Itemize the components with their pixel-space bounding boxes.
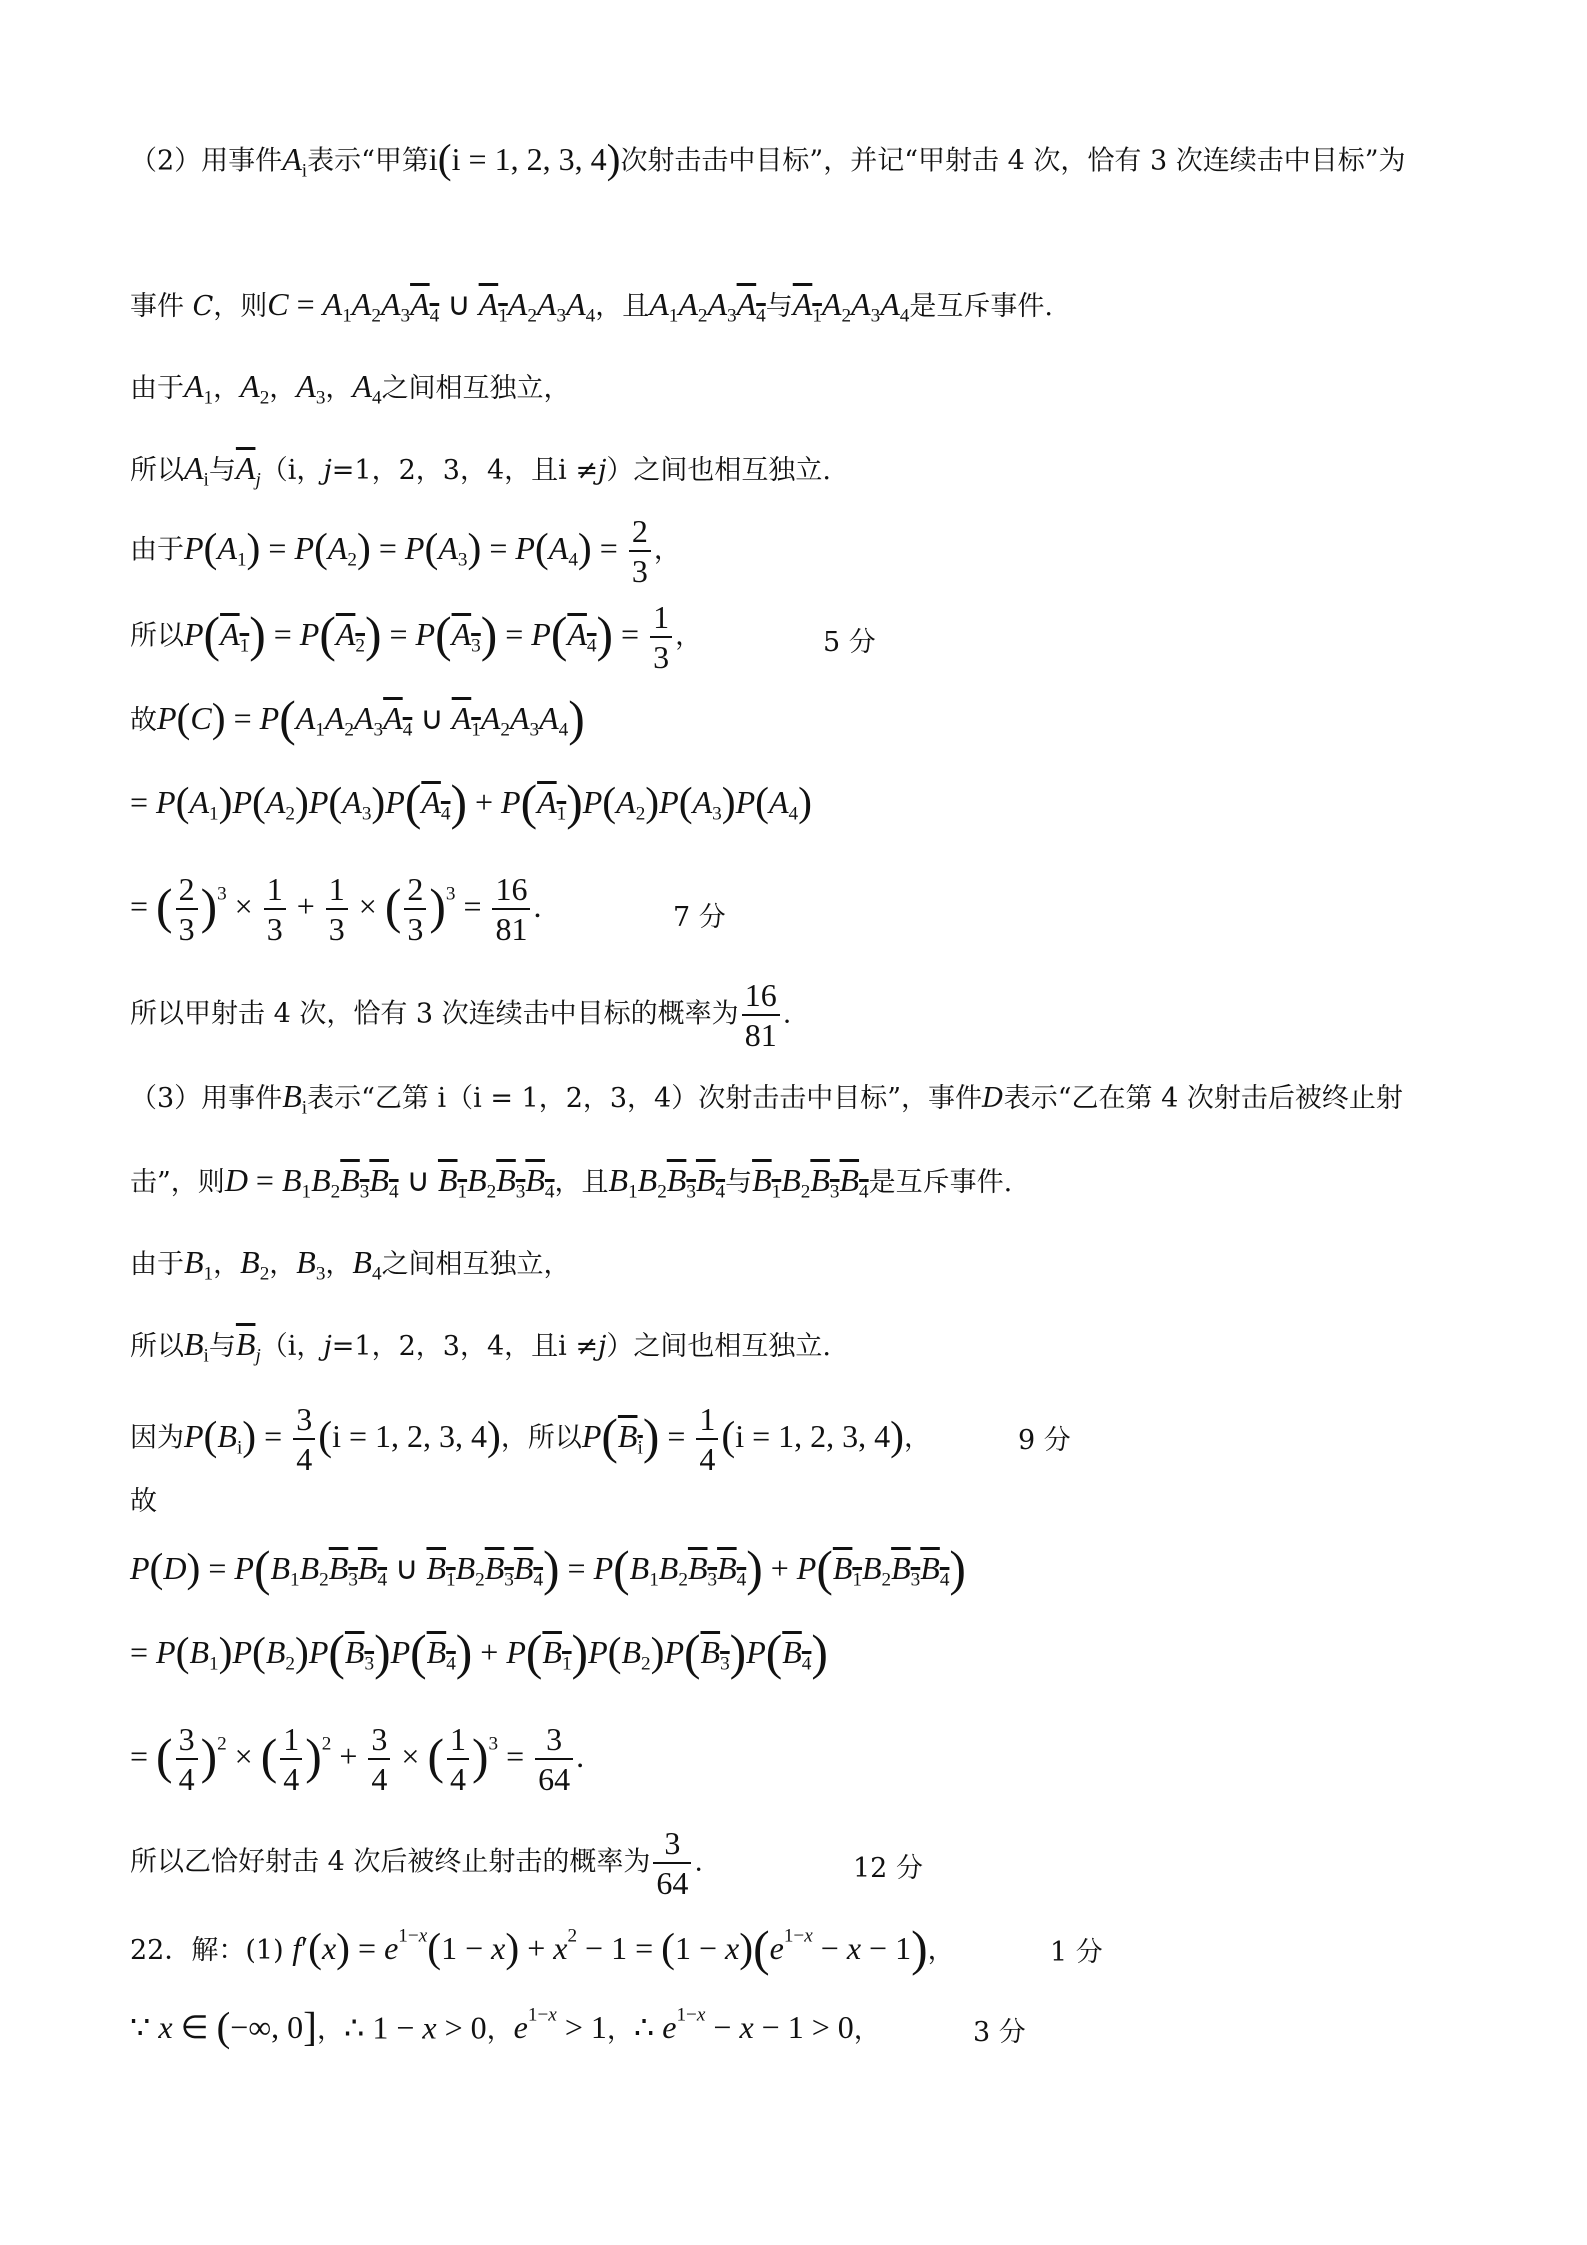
score-9: 9 分: [1018, 1425, 1071, 1456]
sec2-line8: = $P(A_1)P(A_2)P(A_3)P(A_4) + P(A_1)P(A_2)P(A_3)P(A_4)$: [130, 775, 812, 830]
q22-line1: 22．解：(1) $f'(x) = e^{1-x}(1 - x) + x^2 - 1 = (1 - x)(e^{1-x} - x - 1)$，: [130, 1921, 955, 1976]
sec3-line4: 所以$B_i$与$\overline{B}_j(i$，j=1，2，3，4，且i ≠j）之间也相互独立.: [130, 1326, 831, 1367]
score-1: 1 分: [1050, 1937, 1103, 1968]
fraction-1-3: $\frac{1}{3}$: [650, 598, 672, 677]
sec2-line5: 由于$P(A_1) = P(A_2) = P(A_3) = P(A_4)$ = $\frac{2}{3}$ ，: [130, 513, 681, 590]
score-12: 12 分: [853, 1853, 923, 1884]
sec2-line10: 所以甲射击 4 次，恰有 3 次连续击中目标的概率为 $\frac{16}{81}$ .: [130, 977, 792, 1054]
fraction-16-81: $\frac{16}{81}$: [492, 870, 530, 949]
score-3: 3 分: [973, 2017, 1026, 2048]
sec2-line2: 事件 C，则$C = A_1A_2A_3A_4$ ∪ $A_1A_2A_3A_4$，且$A_1A_2A_3A_4$与$A_1A_2A_3A_4$是互斥事件.: [130, 286, 1053, 327]
sec2-line7: 故$P(C) = P(A_1A_2A_3A_4$ ∪ $A_1A_2A_3A_4$): [130, 691, 585, 746]
score-5: 5 分: [823, 627, 876, 658]
sec3-line10: 所以乙恰好射击 4 次后被终止射击的概率为 $\frac{3}{64}$ .: [130, 1825, 703, 1902]
sec2-line9: = ( $\frac{2}{3}$ )$^3$ × $\frac{1}{3}$ + $\frac{1}{3}$ × ( $\frac{2}{3}$ )$^3$ = $\frac{16}{81}$ .: [130, 871, 542, 948]
fraction-1-4: $\frac{1}{4}$: [696, 1400, 718, 1479]
sec2-line3: 由于$A_1$，$A_2$，$A_3$，$A_4$之间相互独立，: [130, 368, 571, 409]
sec3-line2: 击”，则$D = B_1B_2B_3B_4$ ∪ $B_1B_2B_3B_4$，且$B_1B_2B_3B_4$与$B_1B_2B_3B_4$是互斥事件.: [130, 1162, 1013, 1203]
q22-line2: ∵ x ∈ (−∞, 0]，∴ 1 − x > 0，$e^{1-x} > 1$，∴ $e^{1-x} - x - 1 > 0$，: [130, 2003, 881, 2050]
sec3-line6: 故: [130, 1486, 157, 1517]
fraction-2-3: $\frac{2}{3}$: [629, 512, 651, 591]
sec3-line5: 因为$P(B_i)$ = $\frac{3}{4}$ (i = 1, 2, 3, 4)，所以$P(B_i)$ = $\frac{1}{4}$ (i = 1, 2, 3, 4)，: [130, 1401, 932, 1478]
sec3-line1: （3）用事件$B_i$表示“乙第 i（i = 1，2，3，4）次射击击中目标”，事件D表示“乙在第 4 次射击后被终止射: [130, 1078, 1403, 1119]
sec2-line4: 所以$A_i$与$\overline{A}_j(i$，j=1，2，3，4，且i ≠j）之间也相互独立.: [130, 450, 831, 491]
sec3-line3: 由于$B_1$，$B_2$，$B_3$，$B_4$之间相互独立，: [130, 1244, 571, 1285]
score-7: 7 分: [673, 902, 726, 933]
derivative-formula: $f'(x) = e^{1-x}(1 - x) + x^2 - 1 = (1 - x)(e^{1-x} - x - 1)$: [292, 1921, 928, 1976]
sec3-line7: $P(D) = P(B_1B_2B_3B_4$ ∪ $B_1B_2B_3B_4) = P(B_1B_2B_3B_4) + P(B_1B_2B_3B_4)$: [130, 1541, 966, 1596]
event-c-formula: $C = A_1A_2A_3A_4$ ∪ $A_1A_2A_3A_4$: [267, 286, 596, 327]
event-d-formula: $D = B_1B_2B_3B_4$ ∪ $B_1B_2B_3B_4$: [224, 1162, 555, 1203]
sec2-line6: 所以$P(A_1) = P(A_2) = P(A_3) = P(A_4)$ = $\frac{1}{3}$ ，: [130, 599, 703, 676]
sec3-line8: = $P(B_1)P(B_2)P(B_3)P(B_4) + P(B_1)P(B_2)P(B_3)P(B_4)$: [130, 1625, 828, 1680]
sec2-line1: （2）用事件$A_i$表示“甲第i(i = 1, 2, 3, 4)次射击击中目标”，并记“甲射击 4 次，恰有 3 次连续击中目标”为: [130, 135, 1406, 182]
fraction-3-4: $\frac{3}{4}$: [293, 1400, 315, 1479]
fraction-3-64: $\frac{3}{64}$: [535, 1720, 573, 1799]
sec3-line9: = ( $\frac{3}{4}$ )$^2$ × ( $\frac{1}{4}$ )$^2$ + $\frac{3}{4}$ × ( $\frac{1}{4}$ )$^3$ = $\frac{3}{64}$ .: [130, 1721, 585, 1798]
